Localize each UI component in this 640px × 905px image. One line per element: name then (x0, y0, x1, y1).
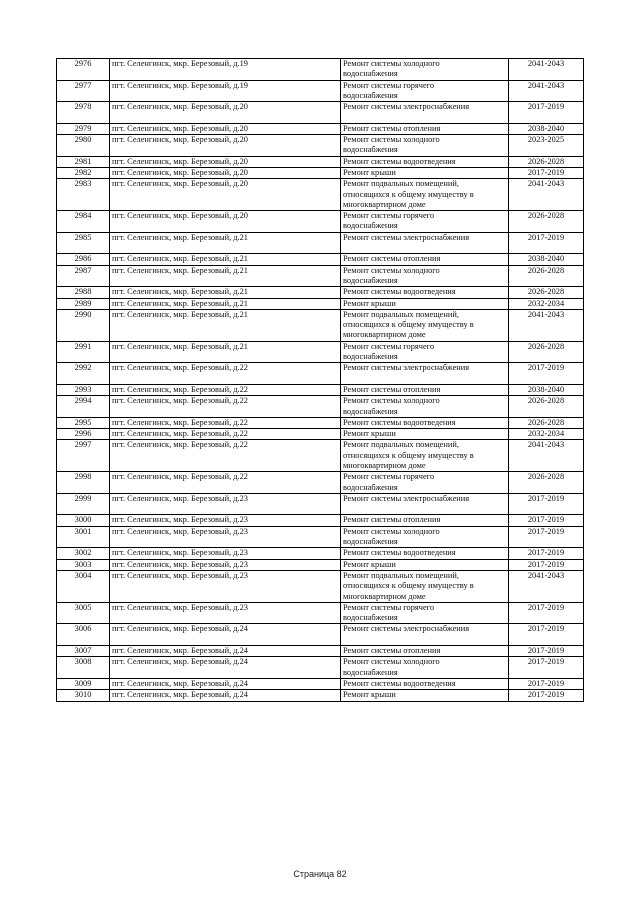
work-type-line: Ремонт системы горячего (343, 602, 435, 612)
address-cell: пгт. Селенгинск, мкр. Березовый, д.19 (110, 59, 341, 81)
planned-period-cell: 2026-2028 (509, 287, 584, 298)
work-type-line (343, 374, 506, 384)
work-type-line: Ремонт крыши (343, 429, 396, 439)
planned-period-cell: 2026-2028 (509, 156, 584, 167)
table-row (57, 265, 584, 287)
row-number-cell: 2989 (57, 298, 110, 309)
work-type-cell (341, 417, 509, 428)
work-type-line: Ремонт системы отопления (343, 384, 441, 394)
planned-period-cell: 2023-2025 (509, 135, 584, 157)
table-row (57, 232, 584, 254)
work-type-line: Ремонт системы отопления (343, 515, 441, 525)
row-number-cell: 2996 (57, 429, 110, 440)
table-row (57, 440, 584, 472)
table-row (57, 678, 584, 689)
planned-period-cell: 2032-2034 (509, 429, 584, 440)
work-type-line: Ремонт системы электроснабжения (343, 232, 470, 242)
work-type-cell (341, 123, 509, 134)
work-type-line (343, 635, 506, 645)
work-type-cell (341, 384, 509, 395)
address-cell: пгт. Селенгинск, мкр. Березовый, д.20 (110, 102, 341, 124)
planned-period-cell: 2041-2043 (509, 59, 584, 81)
table-row (57, 493, 584, 515)
row-number-cell: 2994 (57, 396, 110, 418)
planned-period-cell: 2017-2019 (509, 559, 584, 570)
planned-period-cell: 2017-2019 (509, 646, 584, 657)
work-type-line: Ремонт крыши (343, 167, 396, 177)
address-cell: пгт. Селенгинск, мкр. Березовый, д.23 (110, 515, 341, 526)
planned-period-cell: 2017-2019 (509, 493, 584, 515)
work-type-line: водоснабжения (343, 275, 398, 285)
work-type-line: Ремонт крыши (343, 298, 396, 308)
work-type-cell (341, 515, 509, 526)
table-row (57, 570, 584, 602)
row-number-cell: 2983 (57, 179, 110, 211)
table-row (57, 548, 584, 559)
address-cell: пгт. Селенгинск, мкр. Березовый, д.20 (110, 123, 341, 134)
row-number-cell: 2980 (57, 135, 110, 157)
work-type-cell (341, 298, 509, 309)
work-type-line: относящихся к общему имуществу в (343, 581, 474, 591)
planned-period-cell: 2017-2019 (509, 363, 584, 385)
address-cell: пгт. Селенгинск, мкр. Березовый, д.21 (110, 265, 341, 287)
work-type-line: Ремонт системы водоотведения (343, 678, 456, 688)
address-cell: пгт. Селенгинск, мкр. Березовый, д.23 (110, 570, 341, 602)
planned-period-cell: 2026-2028 (509, 472, 584, 494)
address-cell: пгт. Селенгинск, мкр. Березовый, д.23 (110, 493, 341, 515)
table-row (57, 287, 584, 298)
work-type-line: водоснабжения (343, 667, 398, 677)
row-number-cell: 3007 (57, 646, 110, 657)
work-type-line: Ремонт системы электроснабжения (343, 363, 470, 373)
work-type-line: Ремонт системы горячего (343, 80, 435, 90)
work-type-line: Ремонт системы холодного (343, 265, 440, 275)
address-cell: пгт. Селенгинск, мкр. Березовый, д.21 (110, 298, 341, 309)
address-cell: пгт. Селенгинск, мкр. Березовый, д.22 (110, 396, 341, 418)
work-type-line: водоснабжения (343, 406, 398, 416)
row-number-cell: 3008 (57, 657, 110, 679)
work-type-cell (341, 440, 509, 472)
work-type-cell (341, 232, 509, 254)
work-type-line: многоквартирном доме (343, 199, 426, 209)
address-cell: пгт. Селенгинск, мкр. Березовый, д.22 (110, 472, 341, 494)
row-number-cell: 3001 (57, 526, 110, 548)
work-type-cell (341, 646, 509, 657)
work-type-cell (341, 254, 509, 265)
row-number-cell: 2984 (57, 211, 110, 233)
work-type-cell (341, 624, 509, 646)
address-cell: пгт. Селенгинск, мкр. Березовый, д.20 (110, 135, 341, 157)
row-number-cell: 3003 (57, 559, 110, 570)
work-type-line: Ремонт подвальных помещений, (343, 440, 459, 450)
row-number-cell: 3002 (57, 548, 110, 559)
planned-period-cell: 2017-2019 (509, 102, 584, 124)
table-row (57, 135, 584, 157)
planned-period-cell: 2026-2028 (509, 265, 584, 287)
work-type-line: Ремонт системы горячего (343, 341, 435, 351)
address-cell: пгт. Селенгинск, мкр. Березовый, д.23 (110, 559, 341, 570)
work-type-line: Ремонт системы водоотведения (343, 417, 456, 427)
work-type-cell (341, 429, 509, 440)
work-type-cell (341, 690, 509, 701)
planned-period-cell: 2017-2019 (509, 690, 584, 701)
address-cell: пгт. Селенгинск, мкр. Березовый, д.23 (110, 526, 341, 548)
work-type-line: относящихся к общему имуществу в (343, 450, 474, 460)
work-type-cell (341, 287, 509, 298)
table-row (57, 515, 584, 526)
row-number-cell: 2998 (57, 472, 110, 494)
address-cell: пгт. Селенгинск, мкр. Березовый, д.24 (110, 646, 341, 657)
planned-period-cell: 2017-2019 (509, 232, 584, 254)
work-type-cell (341, 265, 509, 287)
planned-period-cell: 2017-2019 (509, 548, 584, 559)
planned-period-cell: 2041-2043 (509, 179, 584, 211)
address-cell: пгт. Селенгинск, мкр. Березовый, д.21 (110, 232, 341, 254)
address-cell: пгт. Селенгинск, мкр. Березовый, д.21 (110, 254, 341, 265)
work-type-line: многоквартирном доме (343, 460, 426, 470)
work-type-cell (341, 493, 509, 515)
work-type-line: Ремонт системы холодного (343, 657, 440, 667)
planned-period-cell: 2032-2034 (509, 298, 584, 309)
address-cell: пгт. Селенгинск, мкр. Березовый, д.20 (110, 211, 341, 233)
row-number-cell: 2992 (57, 363, 110, 385)
work-type-line: относящихся к общему имуществу в (343, 189, 474, 199)
row-number-cell: 2985 (57, 232, 110, 254)
address-cell: пгт. Селенгинск, мкр. Березовый, д.24 (110, 690, 341, 701)
row-number-cell: 3000 (57, 515, 110, 526)
table-row (57, 309, 584, 341)
row-number-cell: 2978 (57, 102, 110, 124)
work-type-line: Ремонт системы горячего (343, 211, 435, 221)
address-cell: пгт. Селенгинск, мкр. Березовый, д.21 (110, 287, 341, 298)
address-cell: пгт. Селенгинск, мкр. Березовый, д.22 (110, 384, 341, 395)
work-type-line: Ремонт системы холодного (343, 526, 440, 536)
work-type-line: водоснабжения (343, 537, 398, 547)
table-row (57, 254, 584, 265)
planned-period-cell: 2017-2019 (509, 657, 584, 679)
table-row (57, 59, 584, 81)
table-row (57, 211, 584, 233)
work-type-cell (341, 167, 509, 178)
address-cell: пгт. Селенгинск, мкр. Березовый, д.20 (110, 156, 341, 167)
work-type-line: Ремонт системы электроснабжения (343, 102, 470, 112)
work-type-line: Ремонт системы электроснабжения (343, 624, 470, 634)
work-type-line: Ремонт подвальных помещений, (343, 570, 459, 580)
table-row (57, 80, 584, 102)
planned-period-cell: 2017-2019 (509, 515, 584, 526)
table-row (57, 429, 584, 440)
work-type-line: Ремонт системы водоотведения (343, 548, 456, 558)
work-type-line: многоквартирном доме (343, 330, 426, 340)
planned-period-cell: 2041-2043 (509, 80, 584, 102)
planned-period-cell: 2017-2019 (509, 167, 584, 178)
work-type-line: Ремонт системы электроснабжения (343, 493, 470, 503)
work-type-cell (341, 548, 509, 559)
row-number-cell: 2976 (57, 59, 110, 81)
work-type-line: Ремонт системы отопления (343, 254, 441, 264)
work-type-cell (341, 102, 509, 124)
table-row (57, 657, 584, 679)
work-type-line: водоснабжения (343, 145, 398, 155)
address-cell: пгт. Селенгинск, мкр. Березовый, д.21 (110, 309, 341, 341)
row-number-cell: 2999 (57, 493, 110, 515)
row-number-cell: 2987 (57, 265, 110, 287)
planned-period-cell: 2041-2043 (509, 440, 584, 472)
page-number-footer: Страница 82 (293, 869, 347, 879)
work-type-line: относящихся к общему имуществу в (343, 320, 474, 330)
work-type-line: водоснабжения (343, 613, 398, 623)
work-type-line: Ремонт подвальных помещений, (343, 309, 459, 319)
work-type-cell (341, 135, 509, 157)
planned-period-cell: 2026-2028 (509, 417, 584, 428)
table-row (57, 472, 584, 494)
table-row (57, 690, 584, 701)
work-type-line: Ремонт системы отопления (343, 123, 441, 133)
work-type-cell (341, 657, 509, 679)
planned-period-cell: 2038-2040 (509, 123, 584, 134)
work-type-cell (341, 570, 509, 602)
work-type-cell (341, 559, 509, 570)
address-cell: пгт. Селенгинск, мкр. Березовый, д.21 (110, 341, 341, 363)
row-number-cell: 3006 (57, 624, 110, 646)
repair-schedule-table (56, 58, 584, 702)
work-type-cell (341, 179, 509, 211)
row-number-cell: 2979 (57, 123, 110, 134)
table-row (57, 602, 584, 624)
work-type-line (343, 112, 506, 122)
table-row (57, 559, 584, 570)
row-number-cell: 2982 (57, 167, 110, 178)
work-type-cell (341, 472, 509, 494)
work-type-line: водоснабжения (343, 352, 398, 362)
row-number-cell: 3005 (57, 602, 110, 624)
address-cell: пгт. Селенгинск, мкр. Березовый, д.20 (110, 167, 341, 178)
address-cell: пгт. Селенгинск, мкр. Березовый, д.20 (110, 179, 341, 211)
work-type-cell (341, 59, 509, 81)
work-type-line: Ремонт системы холодного (343, 135, 440, 145)
address-cell: пгт. Селенгинск, мкр. Березовый, д.22 (110, 429, 341, 440)
table-row (57, 102, 584, 124)
planned-period-cell: 2017-2019 (509, 602, 584, 624)
table-row (57, 396, 584, 418)
row-number-cell: 3004 (57, 570, 110, 602)
address-cell: пгт. Селенгинск, мкр. Березовый, д.24 (110, 624, 341, 646)
planned-period-cell: 2038-2040 (509, 254, 584, 265)
work-type-cell (341, 678, 509, 689)
work-type-line: Ремонт системы горячего (343, 472, 435, 482)
work-type-line: Ремонт крыши (343, 690, 396, 700)
work-type-line: Ремонт крыши (343, 559, 396, 569)
table-row (57, 123, 584, 134)
table-row (57, 179, 584, 211)
table-row (57, 417, 584, 428)
table-row (57, 298, 584, 309)
work-type-cell (341, 396, 509, 418)
table-row (57, 624, 584, 646)
row-number-cell: 2991 (57, 341, 110, 363)
table-row (57, 167, 584, 178)
table-row (57, 363, 584, 385)
work-type-line: Ремонт системы отопления (343, 646, 441, 656)
planned-period-cell: 2026-2028 (509, 396, 584, 418)
address-cell: пгт. Селенгинск, мкр. Березовый, д.23 (110, 602, 341, 624)
planned-period-cell: 2038-2040 (509, 384, 584, 395)
table-row (57, 341, 584, 363)
row-number-cell: 3010 (57, 690, 110, 701)
work-type-line (343, 243, 506, 253)
row-number-cell: 2988 (57, 287, 110, 298)
planned-period-cell: 2041-2043 (509, 570, 584, 602)
row-number-cell: 2990 (57, 309, 110, 341)
address-cell: пгт. Селенгинск, мкр. Березовый, д.22 (110, 363, 341, 385)
work-type-cell (341, 309, 509, 341)
table-row (57, 384, 584, 395)
work-type-cell (341, 211, 509, 233)
work-type-cell (341, 363, 509, 385)
work-type-cell (341, 156, 509, 167)
row-number-cell: 2997 (57, 440, 110, 472)
row-number-cell: 3009 (57, 678, 110, 689)
work-type-line: водоснабжения (343, 69, 398, 79)
work-type-cell (341, 526, 509, 548)
work-type-line: многоквартирном доме (343, 591, 426, 601)
work-type-line: водоснабжения (343, 90, 398, 100)
row-number-cell: 2995 (57, 417, 110, 428)
address-cell: пгт. Селенгинск, мкр. Березовый, д.24 (110, 678, 341, 689)
work-type-cell (341, 341, 509, 363)
table-body (57, 59, 584, 702)
table-row (57, 646, 584, 657)
work-type-cell (341, 602, 509, 624)
address-cell: пгт. Селенгинск, мкр. Березовый, д.24 (110, 657, 341, 679)
address-cell: пгт. Селенгинск, мкр. Березовый, д.22 (110, 417, 341, 428)
row-number-cell: 2993 (57, 384, 110, 395)
planned-period-cell: 2017-2019 (509, 624, 584, 646)
planned-period-cell: 2017-2019 (509, 678, 584, 689)
work-type-line: Ремонт подвальных помещений, (343, 179, 459, 189)
table-row (57, 526, 584, 548)
work-type-line: Ремонт системы водоотведения (343, 156, 456, 166)
address-cell: пгт. Селенгинск, мкр. Березовый, д.19 (110, 80, 341, 102)
work-type-cell (341, 80, 509, 102)
planned-period-cell: 2017-2019 (509, 526, 584, 548)
row-number-cell: 2986 (57, 254, 110, 265)
planned-period-cell: 2026-2028 (509, 211, 584, 233)
address-cell: пгт. Селенгинск, мкр. Березовый, д.22 (110, 440, 341, 472)
planned-period-cell: 2026-2028 (509, 341, 584, 363)
row-number-cell: 2977 (57, 80, 110, 102)
work-type-line: Ремонт системы холодного (343, 396, 440, 406)
address-cell: пгт. Селенгинск, мкр. Березовый, д.23 (110, 548, 341, 559)
table-row (57, 156, 584, 167)
row-number-cell: 2981 (57, 156, 110, 167)
planned-period-cell: 2041-2043 (509, 309, 584, 341)
work-type-line: Ремонт системы холодного (343, 59, 440, 68)
work-type-line: водоснабжения (343, 482, 398, 492)
work-type-line (343, 504, 506, 514)
work-type-line: водоснабжения (343, 221, 398, 231)
work-type-line: Ремонт системы водоотведения (343, 287, 456, 297)
